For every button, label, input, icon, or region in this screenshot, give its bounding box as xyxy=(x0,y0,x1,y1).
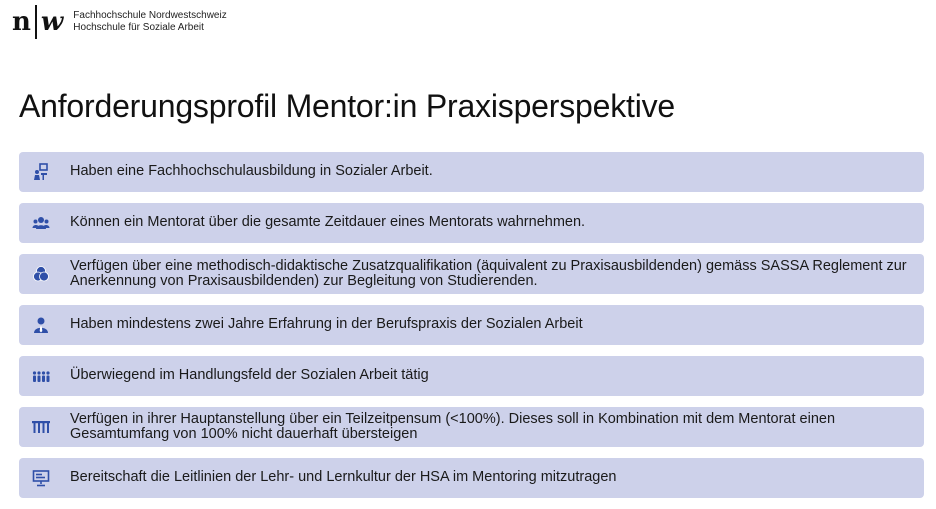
list-item xyxy=(19,305,924,345)
item-text: Verfügen über eine methodisch-didaktische Zusatzqualifikation (äquivalent zu Praxisausbildenden) gemäss SASSA Reglement zur Anerkennung von Praxisausbildenden) zur Begleitung von Studierenden. xyxy=(70,257,907,289)
venn-icon xyxy=(32,265,50,283)
presentation-board-icon xyxy=(32,469,50,487)
item-text: Können ein Mentorat über die gesamte Zeitdauer eines Mentorats wahrnehmen. xyxy=(70,214,586,231)
slide-title: Anforderungsprofil Mentor:in Praxisperspektive xyxy=(19,88,676,124)
item-text: Bereitschaft die Leitlinien der Lehr- und Lernkultur der HSA im Mentoring mitzutragen xyxy=(70,469,617,486)
list-item xyxy=(19,203,924,243)
list-item xyxy=(19,458,924,498)
fhnw-logo xyxy=(12,5,227,39)
item-text: Haben eine Fachhochschulausbildung in Sozialer Arbeit. xyxy=(70,163,433,180)
item-text: Haben mindestens zwei Jahre Erfahrung in der Berufspraxis der Sozialen Arbeit xyxy=(70,316,583,333)
organization-name xyxy=(73,10,226,34)
columns-icon xyxy=(32,418,50,436)
group-icon xyxy=(32,214,50,232)
list-item xyxy=(19,254,924,294)
org-line-1: Fachhochschule Nordwestschweiz xyxy=(73,10,227,21)
logo-mark: n w xyxy=(12,7,64,37)
org-line-2: Hochschule für Soziale Arbeit xyxy=(73,22,204,33)
people-row-icon xyxy=(32,367,50,385)
list-item xyxy=(19,356,924,396)
presenter-icon xyxy=(32,163,50,181)
list-item xyxy=(19,152,924,192)
list-item xyxy=(19,407,924,447)
person-tie-icon xyxy=(32,316,50,334)
item-text: Überwiegend im Handlungsfeld der Sozialen Arbeit tätig xyxy=(70,367,429,384)
item-text: Verfügen in ihrer Hauptanstellung über ein Teilzeitpensum (<100%). Dieses soll in Kombination mit dem Mentorat einen Gesamtumfang von 100% nicht dauerhaft übersteigen xyxy=(70,410,836,442)
